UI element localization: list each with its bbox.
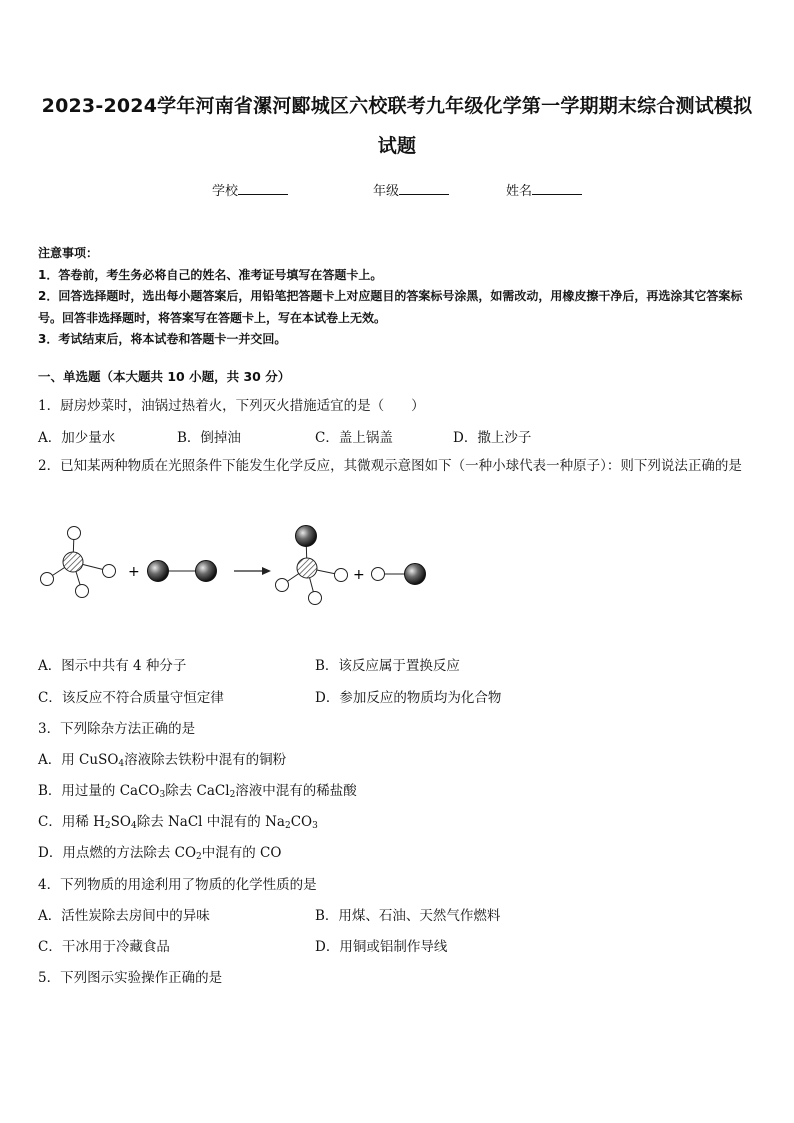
subscript: 2 <box>229 790 236 800</box>
h-atom <box>372 568 385 581</box>
subscript: 2 <box>196 852 202 862</box>
text: 溶液中混有的稀盐酸 <box>235 783 357 799</box>
school-blank[interactable] <box>238 182 288 195</box>
q4-option-d[interactable]: D．用铜或铝制作导线 <box>315 939 448 955</box>
subscript: 3 <box>159 790 166 800</box>
q2-option-d[interactable]: D．参加反应的物质均为化合物 <box>315 690 502 706</box>
cl-atom <box>405 564 426 585</box>
h-atom <box>335 569 348 582</box>
q1-option-c[interactable]: C．盖上锅盖 <box>315 430 393 446</box>
q2-option-b[interactable]: B．该反应属于置换反应 <box>315 658 460 674</box>
h-atom <box>41 573 54 586</box>
q3-stem: 3．下列除杂方法正确的是 <box>38 721 196 737</box>
q2-option-a[interactable]: A．图示中共有 4 种分子 <box>38 658 187 674</box>
q2-option-c[interactable]: C．该反应不符合质量守恒定律 <box>38 690 224 706</box>
name-label: 姓名 <box>506 184 533 199</box>
note-item: 1．答卷前，考生务必将自己的姓名、准考证号填写在答题卡上。 <box>38 267 383 282</box>
subscript: 2 <box>284 821 291 831</box>
q5-stem: 5．下列图示实验操作正确的是 <box>38 970 223 986</box>
h-atom <box>103 565 116 578</box>
q3-option-b[interactable] <box>38 779 357 799</box>
text: 除去 NaCl 中混有的 Na <box>136 814 285 830</box>
notes-block <box>38 243 760 351</box>
text: C．用稀 H <box>38 814 105 830</box>
grade-blank[interactable] <box>399 182 449 195</box>
text: A．用 CuSO <box>38 752 119 768</box>
subscript: 2 <box>104 821 111 831</box>
c-atom <box>63 552 83 572</box>
name-blank[interactable] <box>532 182 582 195</box>
cl-atom <box>196 561 217 582</box>
text: 溶液除去铁粉中混有的铜粉 <box>124 752 287 768</box>
reactant-molecule-2 <box>148 561 217 582</box>
cl-atom <box>148 561 169 582</box>
q4-stem: 4．下列物质的用途利用了物质的化学性质的是 <box>38 877 317 893</box>
reactant-molecule-1 <box>41 527 116 598</box>
reaction-arrow <box>234 567 271 575</box>
h-atom <box>309 592 322 605</box>
plus-sign-1: + <box>128 564 140 580</box>
q1-option-a[interactable]: A．加少量水 <box>38 430 116 446</box>
plus-sign-2: + <box>353 567 365 583</box>
text: SO <box>110 814 131 830</box>
school-label: 学校 <box>212 184 239 199</box>
exam-title: 2023-2024学年河南省漯河郾城区六校联考九年级化学第一学期期末综合测试模拟试题 <box>41 95 753 157</box>
name-field[interactable] <box>506 180 582 199</box>
subscript: 3 <box>312 821 318 831</box>
h-atom <box>76 585 89 598</box>
q3-option-d[interactable] <box>38 841 281 861</box>
notes-heading: 注意事项： <box>38 246 99 260</box>
note-item: 3．考试结束后，将本试卷和答题卡一并交回。 <box>38 332 287 346</box>
text: CO <box>290 814 313 830</box>
q2-stem: 2．已知某两种物质在光照条件下能发生化学反应，其微观示意图如下（一种小球代表一种原子）：则下列说法正确的是 <box>38 458 742 474</box>
q1-option-b[interactable]: B．倒掉油 <box>177 430 241 446</box>
text: D．用点燃的方法除去 CO <box>38 845 197 861</box>
cl-atom <box>296 526 317 547</box>
q3-option-a[interactable] <box>38 748 286 768</box>
h-atom <box>68 527 81 540</box>
h-atom <box>276 579 289 592</box>
q4-option-c[interactable]: C．干冰用于冷藏食品 <box>38 939 170 955</box>
note-item: 2．回答选择题时，选出每小题答案后，用铅笔把答题卡上对应题目的答案标号涂黑，如需改动，用橡皮擦干净后，再选涂其它答案标号。回答非选择题时，将答案写在答题卡上，写在本试卷上无效。 <box>38 289 743 325</box>
product-molecule-1 <box>276 526 348 605</box>
q4-option-b[interactable]: B．用煤、石油、天然气作燃料 <box>315 908 501 924</box>
grade-label: 年级 <box>373 184 400 199</box>
grade-field[interactable] <box>373 180 449 199</box>
student-info-fields <box>0 180 794 202</box>
q4-option-a[interactable]: A．活性炭除去房间中的异味 <box>38 908 210 924</box>
q3-option-c[interactable] <box>38 810 318 830</box>
text: 除去 CaCl <box>165 783 230 799</box>
q1-stem: 1．厨房炒菜时，油锅过热着火，下列灭火措施适宜的是（ ） <box>38 398 425 414</box>
text: B．用过量的 CaCO <box>38 783 160 799</box>
subscript: 4 <box>118 759 125 769</box>
product-molecule-2 <box>372 564 426 585</box>
text: 中混有的 CO <box>201 845 282 861</box>
c-atom <box>297 558 317 578</box>
reaction-diagram <box>30 515 450 625</box>
q1-option-d[interactable]: D．撒上沙子 <box>453 430 532 446</box>
subscript: 4 <box>130 821 137 831</box>
section-heading: 一、单选题（本大题共 10 小题，共 30 分） <box>38 369 291 384</box>
school-field[interactable] <box>212 180 288 199</box>
